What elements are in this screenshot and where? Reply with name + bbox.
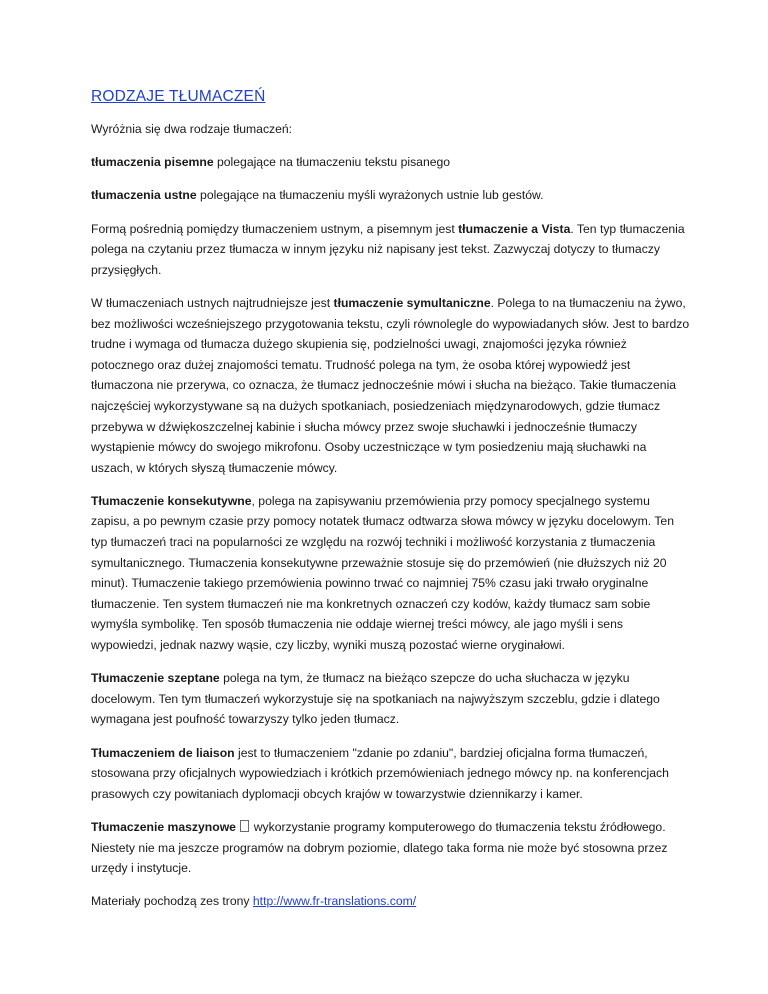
- vista-paragraph: [91, 219, 691, 281]
- source-paragraph: [91, 891, 691, 912]
- missing-glyph-icon: [240, 820, 249, 832]
- consecutive-term: Tłumaczenie konsekutywne: [91, 493, 252, 508]
- vista-term: tłumaczenie a Vista: [458, 221, 571, 236]
- liaison-term: Tłumaczeniem de liaison: [91, 745, 235, 760]
- simultaneous-text-after: . Polega to na tłumaczeniu na żywo, bez możliwości wcześniejszego przygotowania tekstu, czyli równolegle do wypowiadanych słów. Jest to bardzo trudne i wymaga od tłumacza dużego skupienia się, podzielności uwagi, znajomości języka również potocznego oraz dużej znajomości tematu. Trudność polega na tym, że osoba której wypowiedź jest tłumaczona nie przerywa, co oznacza, że tłumacz jednocześnie mówi i słucha na bieżąco. Takie tłumaczenia najczęściej wykorzystywane są na dużych spotkaniach, posiedzeniach międzynarodowych, gdzie tłumacz przebywa w dźwiękoszczelnej kabinie i słucha mówcy przez swoje słuchawki i jednocześnie tłumaczy wystąpienie mówcy do swojego mikrofonu. Osoby uczestniczące w tym posiedzeniu mają słuchawki na uszach, w których słyszą tłumaczenie mówcy.: [91, 295, 690, 475]
- written-translation-paragraph: [91, 152, 691, 173]
- machine-paragraph: [91, 817, 691, 879]
- source-text: Materiały pochodzą zes trony: [91, 894, 253, 909]
- oral-translation-paragraph: [91, 185, 691, 206]
- oral-term: tłumaczenia ustne: [91, 188, 197, 203]
- written-term: tłumaczenia pisemne: [91, 155, 214, 170]
- machine-text: wykorzystanie programy komputerowego do tłumaczenia tekstu źródłowego. Niestety nie ma jeszcze programów na dobrym poziomie, dlatego taka forma nie może być stosowna przez urzędy i instytucje.: [91, 819, 668, 876]
- intro-text: Wyróżnia się dwa rodzaje tłumaczeń:: [91, 122, 293, 136]
- consecutive-paragraph: [91, 491, 691, 656]
- written-text: polegające na tłumaczeniu tekstu pisanego: [213, 155, 451, 170]
- source-link[interactable]: http://www.fr-translations.com/: [252, 894, 417, 909]
- vista-text-after: . Ten typ tłumaczenia polega na czytaniu przez tłumacza w innym języku niż napisany jest tekst. Zazwyczaj dotyczy to tłumaczy przysięgłych.: [91, 221, 685, 277]
- oral-text: polegające na tłumaczeniu myśli wyrażonych ustnie lub gestów.: [196, 188, 544, 203]
- whisper-text: polega na tym, że tłumacz na bieżąco szepcze do ucha słuchacza w języku docelowym. Ten tym tłumaczeń wykorzystuje się na spotkaniach na najwyższym szczeblu, gdzie i dlatego wymagana jest poufność towarzyszy tylko jeden tłumacz.: [91, 671, 660, 727]
- whisper-term: Tłumaczenie szeptane: [91, 671, 220, 686]
- document-page: [91, 88, 691, 925]
- machine-term: Tłumaczenie maszynowe: [91, 819, 236, 834]
- liaison-text: jest to tłumaczeniem "zdanie po zdaniu", bardziej oficjalna forma tłumaczeń, stosowana przy oficjalnych wypowiedziach i krótkich przemówieniach jednego mówcy np. na konferencjach prasowych czy powitaniach dyplomacji obcych krajów w towarzystwie dziennikarzy i kamer.: [91, 745, 669, 801]
- simultaneous-term: tłumaczenie symultaniczne: [333, 295, 491, 310]
- whisper-paragraph: [91, 668, 691, 730]
- document-title: RODZAJE TŁUMACZEŃ: [91, 88, 266, 105]
- intro-paragraph: [91, 119, 691, 140]
- consecutive-text: , polega na zapisywaniu przemówienia przy pomocy specjalnego systemu zapisu, a po pewnym czasie przy pomocy notatek tłumacz odtwarza słowa mówcy w języku docelowym. Ten typ tłumaczeń traci na popularności ze względu na rozwój techniki i możliwość korzystania z tłumaczenia symultanicznego. Tłumaczenia konsekutywne przeważnie stosuje się do przemówień (nie dłuższych niż 20 minut). Tłumaczenie takiego przemówienia powinno trwać co najmniej 75% czasu jaki trwało oryginalne tłumaczenie. Ten system tłumaczeń nie ma konkretnych oznaczeń czy kodów, każdy tłumacz sam sobie wymyśla symbolikę. Ten sposób tłumaczenia nie oddaje wiernej treści mówcy, ale jago myśli i sens wypowiedzi, jednak nazwy wąsie, czy liczby, wyniki muszą pozostać wierne oryginałowi.: [91, 493, 674, 653]
- vista-text-before: Formą pośrednią pomiędzy tłumaczeniem ustnym, a pisemnym jest: [91, 221, 459, 236]
- simultaneous-paragraph: [91, 293, 691, 478]
- liaison-paragraph: [91, 743, 691, 805]
- simultaneous-text-before: W tłumaczeniach ustnych najtrudniejsze jest: [91, 295, 334, 310]
